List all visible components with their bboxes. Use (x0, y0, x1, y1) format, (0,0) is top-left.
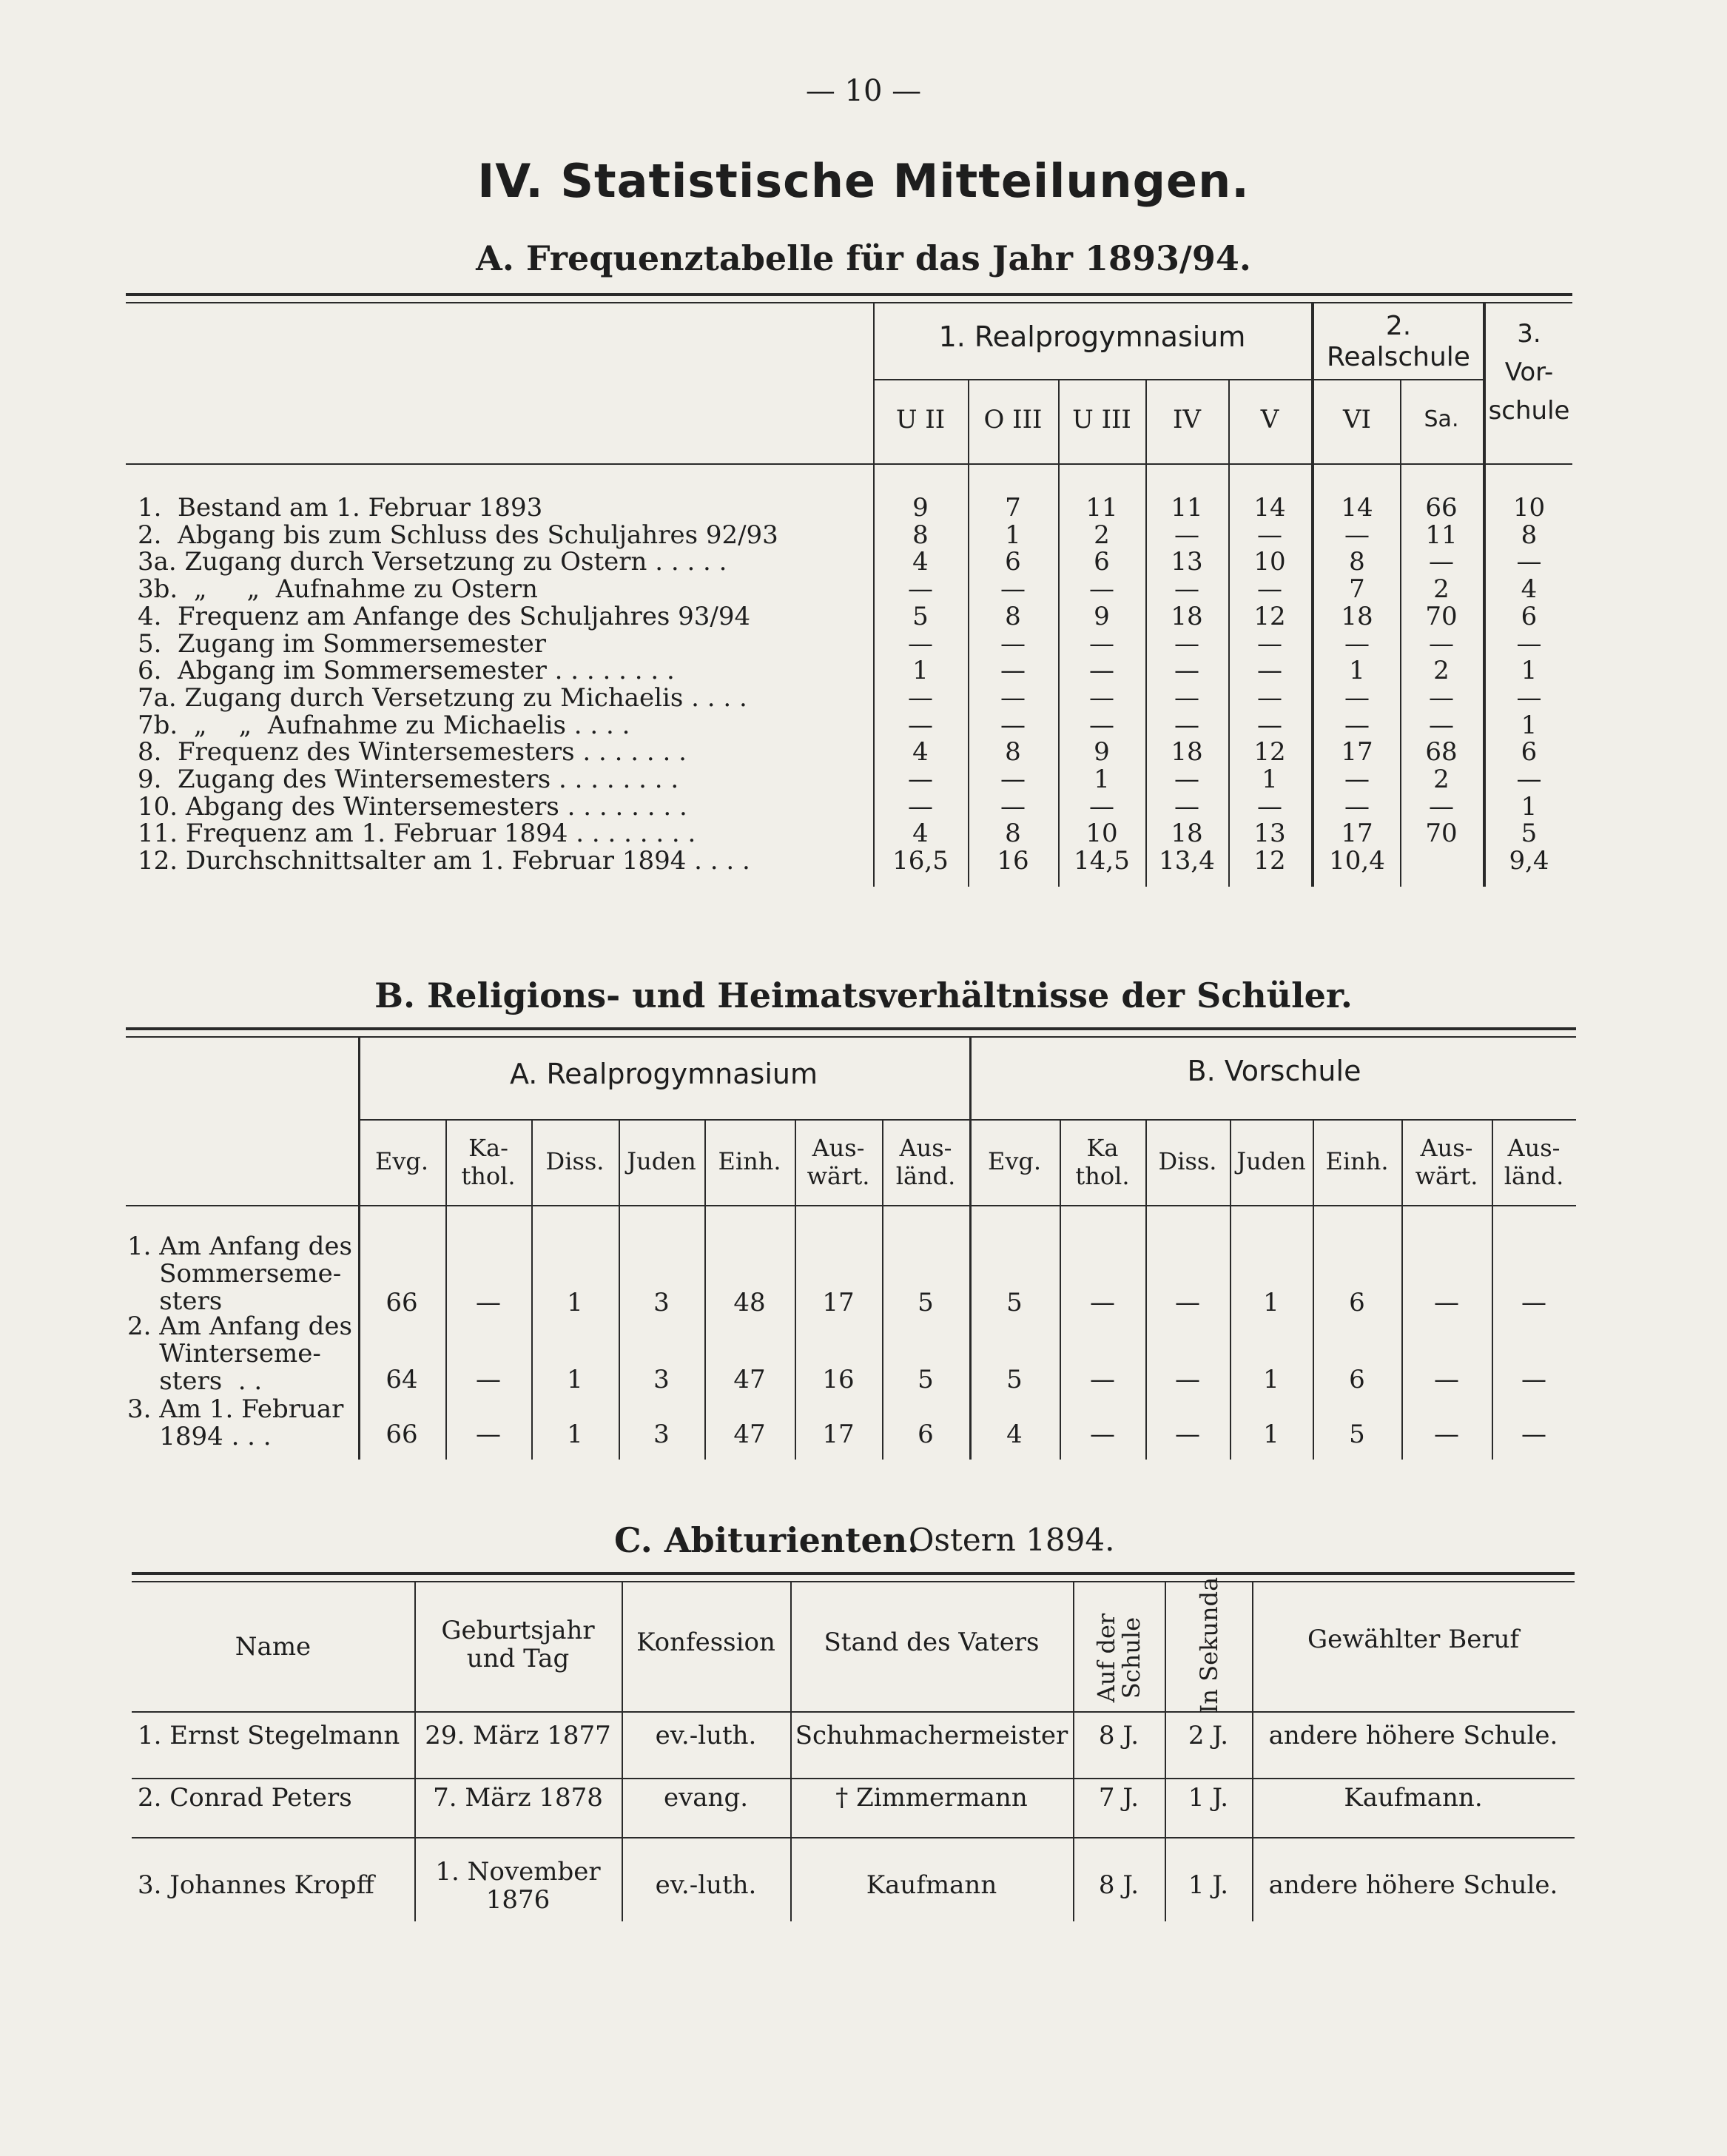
group-realprogymnasium: 1. Realprogymnasium (938, 320, 1246, 353)
table-a-title: A. Frequenztabelle für das Jahr 1893/94. (476, 238, 1251, 278)
table-a-cell: 6 (1521, 602, 1538, 631)
table-c-cell-beruf: andere höhere Schule. (1268, 1870, 1558, 1900)
table-a-row-label: 7a. Zugang durch Versetzung zu Michaelis . . . . (138, 683, 747, 713)
table-a-cell: — (908, 629, 933, 659)
table-b-top-rule-2 (126, 1036, 1576, 1038)
table-a-cell: — (1344, 520, 1370, 550)
table-b-cell: 1 (1263, 1365, 1279, 1394)
table-b-cell: 6 (1349, 1365, 1365, 1394)
table-b-col-header: Aus- länd. (1504, 1134, 1564, 1190)
table-a-cell: — (1000, 765, 1026, 794)
table-a-cell: 2 (1433, 656, 1450, 685)
table-a-row-label: 12. Durchschnittsalter am 1. Februar 1894 . . . . (138, 846, 750, 876)
table-a-cell: 68 (1425, 737, 1458, 767)
col-vi: VI (1343, 405, 1371, 434)
table-a-cell: 1 (1005, 520, 1021, 550)
table-a-cell: — (1000, 683, 1026, 713)
table-b-col-header: Ka- thol. (461, 1134, 516, 1190)
table-a-cell: 6 (1521, 737, 1538, 767)
table-a-cell: 7 (1349, 574, 1365, 604)
table-a-cell: 8 (1005, 602, 1021, 631)
table-a-cell: — (1000, 656, 1026, 685)
table-a-cell: 1 (1521, 792, 1538, 822)
col-iv: IV (1173, 405, 1201, 434)
table-b-col-header: Evg. (987, 1147, 1042, 1175)
table-a-cell: 10 (1253, 547, 1286, 577)
table-a-cell: — (908, 792, 933, 822)
group-a-realprogymnasium: A. Realprogymnasium (509, 1058, 818, 1090)
table-b-cell: — (1175, 1420, 1200, 1449)
table-a-row-label: 7b. „ „ Aufnahme zu Michaelis . . . . (138, 711, 630, 740)
table-c-cell-birth: 7. März 1878 (433, 1783, 603, 1813)
table-a-cell: 8 (1349, 547, 1365, 577)
table-a-cell: — (1257, 520, 1282, 550)
table-b-cell: 5 (1006, 1288, 1023, 1317)
table-b-title: B. Religions- und Heimatsverhältnisse der Schüler. (374, 975, 1353, 1015)
table-b-top-rule (126, 1027, 1576, 1030)
table-a-cell: — (908, 683, 933, 713)
table-a-cell: — (1429, 547, 1454, 577)
table-a-cell: — (1257, 792, 1282, 822)
table-c-cell-vater: Kaufmann (866, 1870, 997, 1900)
table-a-cell: — (1174, 520, 1199, 550)
col-o3: O III (983, 405, 1043, 434)
table-a-row-label: 6. Abgang im Sommersemester . . . . . . . . (138, 656, 675, 685)
table-a-cell: 6 (1094, 547, 1110, 577)
table-b-col-header: Aus- wärt. (1415, 1134, 1478, 1190)
table-a-top-rule (126, 293, 1572, 296)
table-a-row-label: 1. Bestand am 1. Februar 1893 (138, 493, 543, 523)
table-a-cell: — (1257, 656, 1282, 685)
table-a-cell: 10 (1512, 493, 1546, 523)
table-b-cell: 48 (733, 1288, 766, 1317)
table-a-cell: — (1344, 765, 1370, 794)
table-b-cell: — (476, 1365, 501, 1394)
table-a-row-label: 2. Abgang bis zum Schluss des Schuljahres 92/93 (138, 520, 778, 550)
table-b-cell: 64 (386, 1365, 418, 1394)
table-c-cell-schule: 8 J. (1098, 1721, 1139, 1750)
table-a-cell: — (1344, 792, 1370, 822)
table-b-col-header: Aus- länd. (895, 1134, 956, 1190)
table-a-cell: — (1344, 629, 1370, 659)
table-a-cell: 4 (912, 547, 929, 577)
table-a-cell: — (1257, 711, 1282, 740)
table-b-cell: 4 (1006, 1420, 1023, 1449)
table-a-cell: 17 (1341, 737, 1373, 767)
table-b-cell: — (1434, 1288, 1459, 1317)
table-b-col-header: Aus- wärt. (807, 1134, 870, 1190)
table-a-cell: — (1089, 629, 1114, 659)
table-a-cell: — (1174, 656, 1199, 685)
table-b-cell: 6 (1349, 1288, 1365, 1317)
table-a-cell: — (908, 765, 933, 794)
table-a-cell: 16,5 (892, 846, 949, 876)
table-a-cell: — (1516, 765, 1542, 794)
table-a-cell: — (1174, 765, 1199, 794)
table-c-cell-vater: † Zimmermann (835, 1783, 1028, 1813)
table-b-col-header: Juden (1236, 1147, 1306, 1175)
table-b-col-header: Einh. (718, 1147, 781, 1175)
table-a-cell: 12 (1253, 737, 1286, 767)
table-b-row-label: 2. Am Anfang des Winterseme- sters . . (127, 1312, 352, 1396)
table-a-cell: — (1516, 547, 1542, 577)
table-b-cell: — (476, 1288, 501, 1317)
table-b-row-label: 1. Am Anfang des Sommerseme- sters (127, 1232, 352, 1316)
table-a-cell: — (1000, 629, 1026, 659)
table-b-cell: 3 (653, 1365, 670, 1394)
table-a-cell: 8 (912, 520, 929, 550)
table-b-group-rule (358, 1119, 1576, 1121)
table-a-cell: — (1000, 711, 1026, 740)
table-a-cell: 18 (1341, 602, 1373, 631)
table-a-header-rule (873, 379, 1484, 380)
table-a-cell: 5 (1521, 819, 1538, 848)
table-b-cell: 16 (822, 1365, 855, 1394)
table-b-divider (969, 1038, 972, 1460)
table-a-cell: — (1174, 574, 1199, 604)
table-c-cell-konf: ev.-luth. (655, 1870, 757, 1900)
table-a-cell: 9,4 (1509, 846, 1549, 876)
table-a-cell: 11 (1171, 493, 1203, 523)
table-c-row-rule (132, 1837, 1575, 1838)
table-a-header-bottom-rule (126, 463, 1572, 465)
page-number: — 10 — (805, 74, 922, 108)
col-geburt: Geburtsjahr und Tag (441, 1616, 595, 1673)
table-a-cell: 1 (1262, 765, 1278, 794)
table-a-row-label: 8. Frequenz des Wintersemesters . . . . . . . (138, 737, 687, 767)
table-a-cell: 11 (1085, 493, 1118, 523)
table-b-cell: 1 (1263, 1420, 1279, 1449)
table-c-cell-sekunda: 2 J. (1188, 1721, 1229, 1750)
table-a-cell: 8 (1005, 737, 1021, 767)
table-a-cell: 2 (1433, 765, 1450, 794)
table-a-cell: — (1174, 711, 1199, 740)
table-b-cell: 17 (822, 1288, 855, 1317)
table-b-header-bottom-rule (126, 1205, 1576, 1206)
table-c-top-rule (132, 1572, 1575, 1575)
table-a-row-label: 5. Zugang im Sommersemester (138, 629, 547, 659)
table-a-row-label: 3b. „ „ Aufnahme zu Ostern (138, 574, 538, 604)
table-b-cell: 47 (733, 1420, 766, 1449)
table-c-cell-beruf: Kaufmann. (1344, 1783, 1483, 1813)
col-sa: Sa. (1424, 406, 1459, 432)
table-b-cell: 17 (822, 1420, 855, 1449)
table-a-cell: — (908, 574, 933, 604)
table-b-cell: — (1434, 1365, 1459, 1394)
table-a-cell: — (1000, 792, 1026, 822)
table-a-cell: 4 (912, 819, 929, 848)
table-a-cell: 7 (1005, 493, 1021, 523)
table-a-cell: 12 (1253, 602, 1286, 631)
table-a-cell: — (1257, 574, 1282, 604)
table-b-col-header: Ka thol. (1075, 1134, 1130, 1190)
table-a-cell: 1 (1094, 765, 1110, 794)
table-b-cell: — (1090, 1365, 1115, 1394)
table-c-subtitle: Ostern 1894. (909, 1522, 1115, 1558)
table-c-title: C. Abiturienten. (614, 1520, 920, 1560)
table-a-cell: 11 (1425, 520, 1458, 550)
section-title: IV. Statistische Mitteilungen. (477, 154, 1250, 208)
table-b-cell: — (476, 1420, 501, 1449)
col-konfession: Konfession (636, 1628, 775, 1657)
table-a-cell: 12 (1253, 846, 1286, 876)
col-beruf: Gewählter Beruf (1307, 1625, 1520, 1654)
table-b-cell: 5 (1006, 1365, 1023, 1394)
col-in-sekunda: In Sekunda (1195, 1576, 1223, 1714)
table-b-col-header: Evg. (374, 1147, 429, 1175)
table-c-cell-sekunda: 1 J. (1188, 1783, 1229, 1813)
table-c-top-rule-2 (132, 1581, 1575, 1582)
table-a-cell: 13 (1171, 547, 1203, 577)
table-b-cell: 47 (733, 1365, 766, 1394)
table-a-cell: 17 (1341, 819, 1373, 848)
table-c-cell-name: 1. Ernst Stegelmann (138, 1721, 400, 1750)
table-a-cell: — (1429, 629, 1454, 659)
table-a-row-label: 11. Frequenz am 1. Februar 1894 . . . . . . . . (138, 819, 696, 848)
table-c-cell-sekunda: 1 J. (1188, 1870, 1229, 1900)
table-a-cell: 14 (1341, 493, 1373, 523)
table-b-cell: 5 (918, 1288, 934, 1317)
table-b-row-label: 3. Am 1. Februar 1894 . . . (127, 1394, 344, 1451)
table-b-divider (358, 1038, 360, 1460)
table-a-cell: 70 (1425, 819, 1458, 848)
table-a-top-rule-2 (126, 302, 1572, 303)
col-name: Name (235, 1632, 312, 1662)
group-b-vorschule: B. Vorschule (1187, 1055, 1361, 1087)
group-vorschule: 3. Vor- schule (1488, 319, 1570, 426)
table-a-cell: 2 (1433, 574, 1450, 604)
table-a-cell: 18 (1171, 737, 1203, 767)
table-a-cell: 14 (1253, 493, 1286, 523)
table-c-cell-birth: 1. November 1876 (435, 1857, 601, 1915)
table-b-cell: — (1434, 1420, 1459, 1449)
table-a-cell: — (1344, 683, 1370, 713)
table-c-cell-birth: 29. März 1877 (425, 1721, 611, 1750)
table-a-cell: — (1257, 629, 1282, 659)
table-a-row-label: 9. Zugang des Wintersemesters . . . . . . . . (138, 765, 679, 794)
table-b-cell: 66 (386, 1288, 418, 1317)
table-a-cell: — (1089, 711, 1114, 740)
table-c-cell-schule: 8 J. (1098, 1870, 1139, 1900)
table-a-cell: 5 (912, 602, 929, 631)
table-b-cell: 1 (567, 1420, 583, 1449)
table-a-cell: 18 (1171, 819, 1203, 848)
table-a-cell: 8 (1005, 819, 1021, 848)
col-v: V (1260, 405, 1279, 434)
table-b-cell: 1 (567, 1365, 583, 1394)
table-a-cell: — (1429, 683, 1454, 713)
table-c-header-rule (132, 1711, 1575, 1713)
table-a-cell: — (1429, 711, 1454, 740)
table-b-cell: — (1521, 1288, 1546, 1317)
table-a-cell: 8 (1521, 520, 1538, 550)
table-a-cell: 13 (1253, 819, 1286, 848)
table-b-cell: 5 (918, 1365, 934, 1394)
table-c-cell-konf: ev.-luth. (655, 1721, 757, 1750)
table-a-cell: — (1089, 574, 1114, 604)
table-b-col-header: Diss. (1158, 1147, 1217, 1175)
table-a-cell: — (1089, 792, 1114, 822)
table-a-row-label: 3a. Zugang durch Versetzung zu Ostern . . . . . (138, 547, 727, 577)
table-a-cell: 4 (1521, 574, 1538, 604)
col-u3: U III (1072, 405, 1131, 434)
table-a-cell: — (1257, 683, 1282, 713)
table-a-row-label: 10. Abgang des Wintersemesters . . . . . . . . (138, 792, 687, 822)
table-b-cell: 5 (1349, 1420, 1365, 1449)
table-c-cell-name: 2. Conrad Peters (138, 1783, 352, 1813)
table-b-cell: 6 (918, 1420, 934, 1449)
table-a-cell: 70 (1425, 602, 1458, 631)
col-u2: U II (895, 405, 946, 434)
table-a-cell: 10 (1085, 819, 1118, 848)
table-a-cell: 1 (1349, 656, 1365, 685)
table-b-cell: 1 (1263, 1288, 1279, 1317)
group-realschule: 2. Realschule (1327, 311, 1470, 372)
table-b-cell: — (1175, 1288, 1200, 1317)
table-a-cell: — (1174, 792, 1199, 822)
table-c-cell-beruf: andere höhere Schule. (1268, 1721, 1558, 1750)
table-a-cell: 1 (912, 656, 929, 685)
table-b-col-header: Einh. (1325, 1147, 1389, 1175)
table-a-cell: — (1000, 574, 1026, 604)
table-b-cell: 3 (653, 1288, 670, 1317)
table-c-row-rule (132, 1778, 1575, 1779)
table-c-cell-schule: 7 J. (1098, 1783, 1139, 1813)
table-a-cell: — (1174, 629, 1199, 659)
table-b-cell: 3 (653, 1420, 670, 1449)
table-c-cell-konf: evang. (663, 1783, 749, 1813)
table-c-cell-name: 3. Johannes Kropff (138, 1870, 374, 1900)
table-b-cell: — (1175, 1365, 1200, 1394)
table-b-cell: 66 (386, 1420, 418, 1449)
table-b-col-header: Diss. (545, 1147, 605, 1175)
table-a-cell: 16 (997, 846, 1029, 876)
table-a-cell: 1 (1521, 656, 1538, 685)
table-a-cell: 9 (1094, 602, 1110, 631)
table-a-cell: 1 (1521, 711, 1538, 740)
table-a-cell: 9 (1094, 737, 1110, 767)
table-b-cell: — (1090, 1288, 1115, 1317)
table-a-cell: — (1089, 683, 1114, 713)
table-a-cell: 2 (1094, 520, 1110, 550)
table-a-cell: — (1174, 683, 1199, 713)
table-a-cell: — (1089, 656, 1114, 685)
table-a-cell: — (1429, 792, 1454, 822)
table-b-cell: — (1521, 1420, 1546, 1449)
table-a-cell: — (908, 711, 933, 740)
col-stand: Stand des Vaters (824, 1628, 1040, 1657)
col-auf-der-schule: Auf der Schule (1092, 1613, 1145, 1703)
table-a-cell: 6 (1005, 547, 1021, 577)
table-a-cell: — (1516, 683, 1542, 713)
table-a-cell: — (1516, 629, 1542, 659)
table-b-cell: — (1090, 1420, 1115, 1449)
table-c-cell-vater: Schuhmachermeister (795, 1721, 1068, 1750)
table-a-cell: 18 (1171, 602, 1203, 631)
table-b-cell: 1 (567, 1288, 583, 1317)
table-a-cell: — (1344, 711, 1370, 740)
table-a-row-label: 4. Frequenz am Anfange des Schuljahres 93/94 (138, 602, 751, 631)
table-a-cell: 10,4 (1329, 846, 1385, 876)
table-a-cell: 9 (912, 493, 929, 523)
table-b-cell: — (1521, 1365, 1546, 1394)
table-a-cell: 14,5 (1074, 846, 1130, 876)
table-a-cell: 66 (1425, 493, 1458, 523)
table-b-col-header: Juden (627, 1147, 696, 1175)
table-a-cell: 4 (912, 737, 929, 767)
table-a-cell: 13,4 (1159, 846, 1215, 876)
